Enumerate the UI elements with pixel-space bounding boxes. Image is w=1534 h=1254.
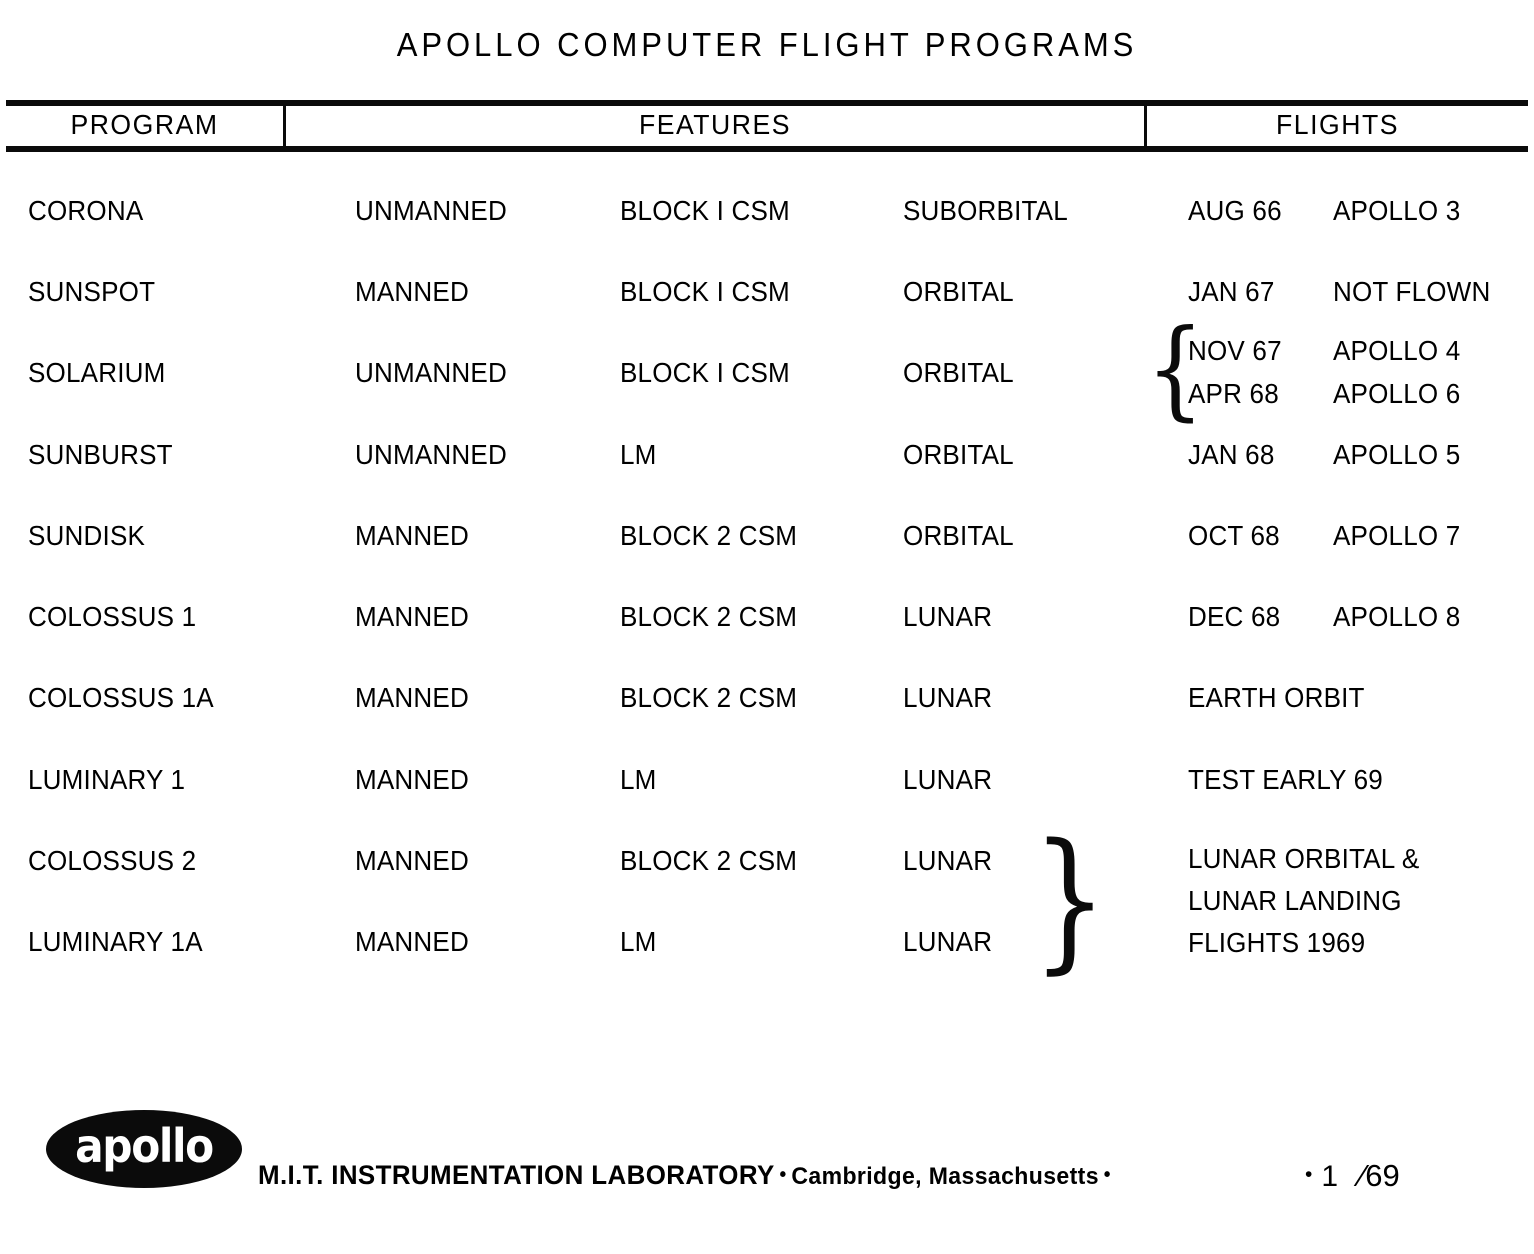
cell-vehicle: BLOCK I CSM	[620, 357, 790, 388]
cell-flight-mission: APOLLO 8	[1333, 601, 1461, 632]
cell-crew: UNMANNED	[355, 439, 507, 470]
cell-flight-note-line2: LUNAR LANDING	[1188, 885, 1402, 916]
cell-vehicle: BLOCK 2 CSM	[620, 682, 798, 713]
table-row: COLOSSUS 2	[28, 845, 197, 876]
cell-crew: MANNED	[355, 520, 469, 551]
cell-mission-type: ORBITAL	[903, 439, 1014, 470]
footer-separator-right: •	[1103, 1164, 1111, 1186]
cell-flight-date: DEC 68	[1188, 601, 1281, 632]
cell-vehicle: LM	[620, 764, 657, 795]
cell-flight-date: OCT 68	[1188, 520, 1280, 551]
cell-flight-mission: APOLLO 3	[1333, 195, 1461, 226]
table-row: SUNBURST	[28, 439, 173, 470]
cell-crew: MANNED	[355, 845, 469, 876]
cell-mission-type: LUNAR	[903, 764, 993, 795]
footer-lab-name: M.I.T. INSTRUMENTATION LABORATORY	[258, 1160, 775, 1190]
cell-flight-mission: NOT FLOWN	[1333, 276, 1491, 307]
cell-flight-date: NOV 67	[1188, 335, 1282, 366]
apollo-logo	[46, 1104, 242, 1188]
cell-mission-type: LUNAR	[903, 845, 993, 876]
cell-flight-note: TEST EARLY 69	[1188, 764, 1383, 795]
header-divider-program-features	[283, 104, 286, 148]
cell-vehicle: LM	[620, 439, 657, 470]
table-row: COLOSSUS 1	[28, 601, 197, 632]
cell-mission-type: LUNAR	[903, 926, 993, 957]
cell-crew: MANNED	[355, 926, 469, 957]
cell-flight-note: EARTH ORBIT	[1188, 682, 1365, 713]
table-row: COLOSSUS 1A	[28, 682, 214, 713]
cell-mission-type: ORBITAL	[903, 520, 1014, 551]
table-row: SOLARIUM	[28, 357, 166, 388]
cell-crew: MANNED	[355, 276, 469, 307]
flights-group-brace-left: {	[1146, 307, 1205, 432]
table-row: SUNSPOT	[28, 276, 156, 307]
cell-crew: MANNED	[355, 682, 469, 713]
cell-flight-mission: APOLLO 4	[1333, 335, 1461, 366]
table-header-bottom-rule	[6, 146, 1528, 152]
cell-vehicle: BLOCK 2 CSM	[620, 845, 798, 876]
cell-flight-mission: APOLLO 5	[1333, 439, 1461, 470]
flights-group-brace-right: }	[1032, 811, 1108, 988]
cell-vehicle: BLOCK I CSM	[620, 195, 790, 226]
page-title: APOLLO COMPUTER FLIGHT PROGRAMS	[396, 26, 1138, 63]
cell-crew: UNMANNED	[355, 195, 507, 226]
cell-flight-mission: APOLLO 7	[1333, 520, 1461, 551]
cell-vehicle: BLOCK 2 CSM	[620, 520, 798, 551]
page-number: 1	[1321, 1160, 1339, 1193]
cell-vehicle: BLOCK 2 CSM	[620, 601, 798, 632]
table-row: LUMINARY 1	[28, 764, 186, 795]
footer-page-marker	[1305, 1158, 1400, 1194]
table-row: SUNDISK	[28, 520, 146, 551]
header-divider-features-flights	[1144, 104, 1147, 148]
cell-crew: MANNED	[355, 764, 469, 795]
footer-laboratory-line	[258, 1160, 1116, 1191]
cell-flight-date-secondary: APR 68	[1188, 378, 1279, 409]
table-top-rule	[6, 100, 1528, 106]
cell-flight-date: JAN 67	[1188, 276, 1275, 307]
table-row: LUMINARY 1A	[28, 926, 203, 957]
table-row: CORONA	[28, 195, 144, 226]
cell-crew: MANNED	[355, 601, 469, 632]
logo-wordmark: apollo	[75, 1119, 213, 1173]
cell-vehicle: BLOCK I CSM	[620, 276, 790, 307]
cell-flight-note-line3: FLIGHTS 1969	[1188, 927, 1366, 958]
footer-separator-left: •	[779, 1164, 787, 1186]
column-header-features: FEATURES	[638, 109, 792, 140]
cell-mission-type: SUBORBITAL	[903, 195, 1068, 226]
footer-city: Cambridge, Massachusetts	[791, 1163, 1099, 1190]
column-header-flights: FLIGHTS	[1276, 109, 1399, 140]
cell-crew: UNMANNED	[355, 357, 507, 388]
cell-flight-note-line1: LUNAR ORBITAL &	[1188, 843, 1420, 874]
cell-flight-mission-secondary: APOLLO 6	[1333, 378, 1461, 409]
column-header-program: PROGRAM	[70, 109, 219, 140]
cell-mission-type: ORBITAL	[903, 357, 1014, 388]
page-bullet-icon: •	[1305, 1163, 1313, 1186]
cell-mission-type: ORBITAL	[903, 276, 1014, 307]
cell-vehicle: LM	[620, 926, 657, 957]
footer-year-mark: ⁄69	[1360, 1158, 1400, 1193]
cell-flight-date: AUG 66	[1188, 195, 1282, 226]
cell-mission-type: LUNAR	[903, 682, 993, 713]
cell-mission-type: LUNAR	[903, 601, 993, 632]
cell-flight-date: JAN 68	[1188, 439, 1275, 470]
